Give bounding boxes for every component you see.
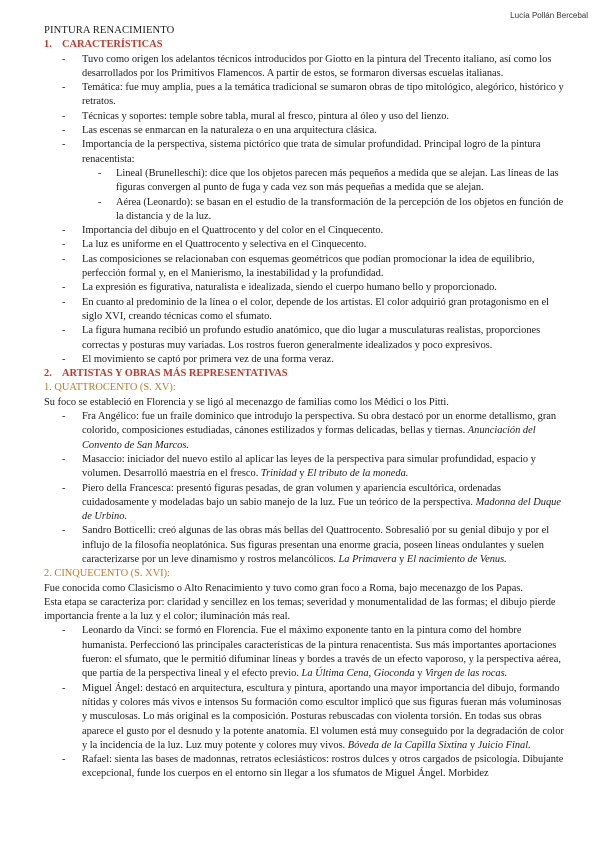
list-item: - Importancia de la perspectiva, sistema pictórico que trata de simular profundidad. Principal logro de la pintura renacentista:: [44, 138, 564, 167]
artist-item: - Fra Angélico: fue un fraile dominico que introdujo la perspectiva. Su obra destacó por un enorme detallismo, gran colorido, composiciones estudiadas, cánones estilizados y formas delicadas, bellas y tiernas. Anunciación del Convento de San Marcos.: [44, 410, 564, 453]
artist-item: - Rafael: sienta las bases de madonnas, retratos eclesiásticos: rostros dulces y otros cargados de psicología. Dibujante excepcional, funde los cuerpos en el entorno sin llegar a los sfumatos de Miguel Ángel. Morbidez: [44, 753, 564, 782]
section-heading-characteristics: [44, 38, 564, 52]
subheading-quattrocento: 1. QUATTROCENTO (S. XV):: [44, 382, 176, 394]
cinquecento-artists: [44, 624, 564, 781]
list-item: - Temática: fue muy amplia, pues a la temática tradicional se sumaron obras de tipo mitológico, alegórico, histórico y retratos.: [44, 81, 564, 110]
list-item: - En cuanto al predominio de la línea o el color, depende de los artistas. El color adquirió gran protagonismo en el siglo XVI, creando técnicas como el sfumato.: [44, 296, 564, 325]
list-item: - El movimiento se captó por primera vez de una forma veraz.: [44, 353, 564, 367]
artist-item: - Sandro Botticelli: creó algunas de las obras más bellas del Quattrocento. Sobresalió por su genial dibujo y por el influjo de la filosofía neoplatónica. Sus figuras presentan una enorme gracia, poseen líneas ondulantes y suelen caracterizarse por un leve dinamismo y rostros melancólicos. La Primavera y El nacimiento de Venus.: [44, 524, 564, 567]
list-item: - La figura humana recibió un profundo estudio anatómico, que dio lugar a musculaturas realistas, proporciones correctas y posturas muy variadas. Los rostros fueron generalmente idealizados y poco expresivos.: [44, 324, 564, 353]
document-body: [44, 24, 564, 782]
quattrocento-intro: Su foco se estableció en Florencia y se ligó al mecenazgo de familias como los Médici o los Pitti.: [44, 396, 449, 408]
author-name: Lucía Pollán Bercebal: [510, 11, 588, 20]
cinquecento-intro-2: Esta etapa se caracteriza por: claridad y sencillez en los temas; severidad y monumentalidad de las formas; el dibujo pierde importancia frente a la luz y el color; iluminación más real.: [44, 596, 556, 623]
list-item: - Importancia del dibujo en el Quattrocento y del color en el Cinquecento.: [44, 224, 564, 238]
list-item: - Las composiciones se relacionaban con esquemas geométricos que podían promocionar la idea de equilibrio, perfección formal y, en el Manierismo, la inestabilidad y la profundidad.: [44, 253, 564, 282]
document-title: PINTURA RENACIMIENTO: [44, 25, 175, 36]
artist-item: - Leonardo da Vinci: se formó en Florencia. Fue el máximo exponente tanto en la pintura como del hombre humanista. Perfeccionó las principales características de la pintura renacentista. Sus más importantes aportaciones fueron: el sfumato, que le permitió difuminar líneas y bordes a través de un efecto vaporoso, y la perspectiva aérea, que partía de la perspectiva lineal y el efecto previo. La Última Cena, Gioconda y Virgen de las rocas.: [44, 624, 564, 681]
sub-list-item: - Lineal (Brunelleschi): dice que los objetos parecen más pequeños a medida que se alejan. Las líneas de las figuras convergen al punto de fuga y cada vez son más pequeñas a medida que se alejan.: [44, 167, 564, 196]
list-item: - Tuvo como origen los adelantos técnicos introducidos por Giotto en la pintura del Trecento italiano, así como los desarrollados por los Primitivos Flamencos. A partir de estos, se formaron diversas escuelas italianas.: [44, 53, 564, 82]
artist-item: - Miguel Ángel: destacó en arquitectura, escultura y pintura, aportando una mayor importancia del dibujo, formando nítidas y colores más vivos e intensos Su formación como escultor implicó que sus figuras fueran más voluminosas y musculosas. Lo más original es la composición. Posturas rebuscadas con violenta torsión. En todas sus obras aparece el gusto por el desnudo y la potente anatomía. El volumen está muy conseguido por la degradación de color y la incidencia de la luz. Luz muy potente y colores muy vivos. Bóveda de la Capilla Sixtina y Juicio Final.: [44, 682, 564, 753]
characteristics-list: [44, 53, 564, 368]
list-item: - Las escenas se enmarcan en la naturaleza o en una arquitectura clásica.: [44, 124, 564, 138]
section-title: ARTISTAS Y OBRAS MÁS REPRESENTATIVAS: [62, 368, 288, 380]
artist-item: - Piero della Francesca: presentó figuras pesadas, de gran volumen y apariencia escultórica, ordenadas cuidadosamente y modeladas bajo un sabio manejo de la luz. Fue un teórico de la perspectiva. Madonna del Duque de Urbino.: [44, 482, 564, 525]
cinquecento-intro: Fue conocida como Clasicismo o Alto Renacimiento y tuvo como gran foco a Roma, bajo mecenazgo de los Papas.: [44, 582, 524, 594]
subheading-cinquecento: 2. CINQUECENTO (S. XVI):: [44, 568, 170, 580]
list-item: - Técnicas y soportes: temple sobre tabla, mural al fresco, pintura al óleo y uso del lienzo.: [44, 110, 564, 124]
list-item: - La luz es uniforme en el Quattrocento y selectiva en el Cinquecento.: [44, 238, 564, 252]
section-title: CARACTERÍSTICAS: [62, 39, 163, 51]
section-number: 2.: [44, 368, 52, 380]
section-heading-artists: [44, 367, 564, 381]
sub-list-item: - Aérea (Leonardo): se basan en el estudio de la transformación de la percepción de los objetos en función de la distancia y de la luz.: [44, 196, 564, 225]
section-number: 1.: [44, 39, 52, 51]
artist-item: - Masaccio: iniciador del nuevo estilo al aplicar las leyes de la perspectiva para simular profundidad, espacio y volumen. Desarrolló maestría en el fresco. Trinidad y El tributo de la moneda.: [44, 453, 564, 482]
list-item: - La expresión es figurativa, naturalista e idealizada, siendo el cuerpo humano bello y proporcionado.: [44, 281, 564, 295]
quattrocento-artists: [44, 410, 564, 567]
